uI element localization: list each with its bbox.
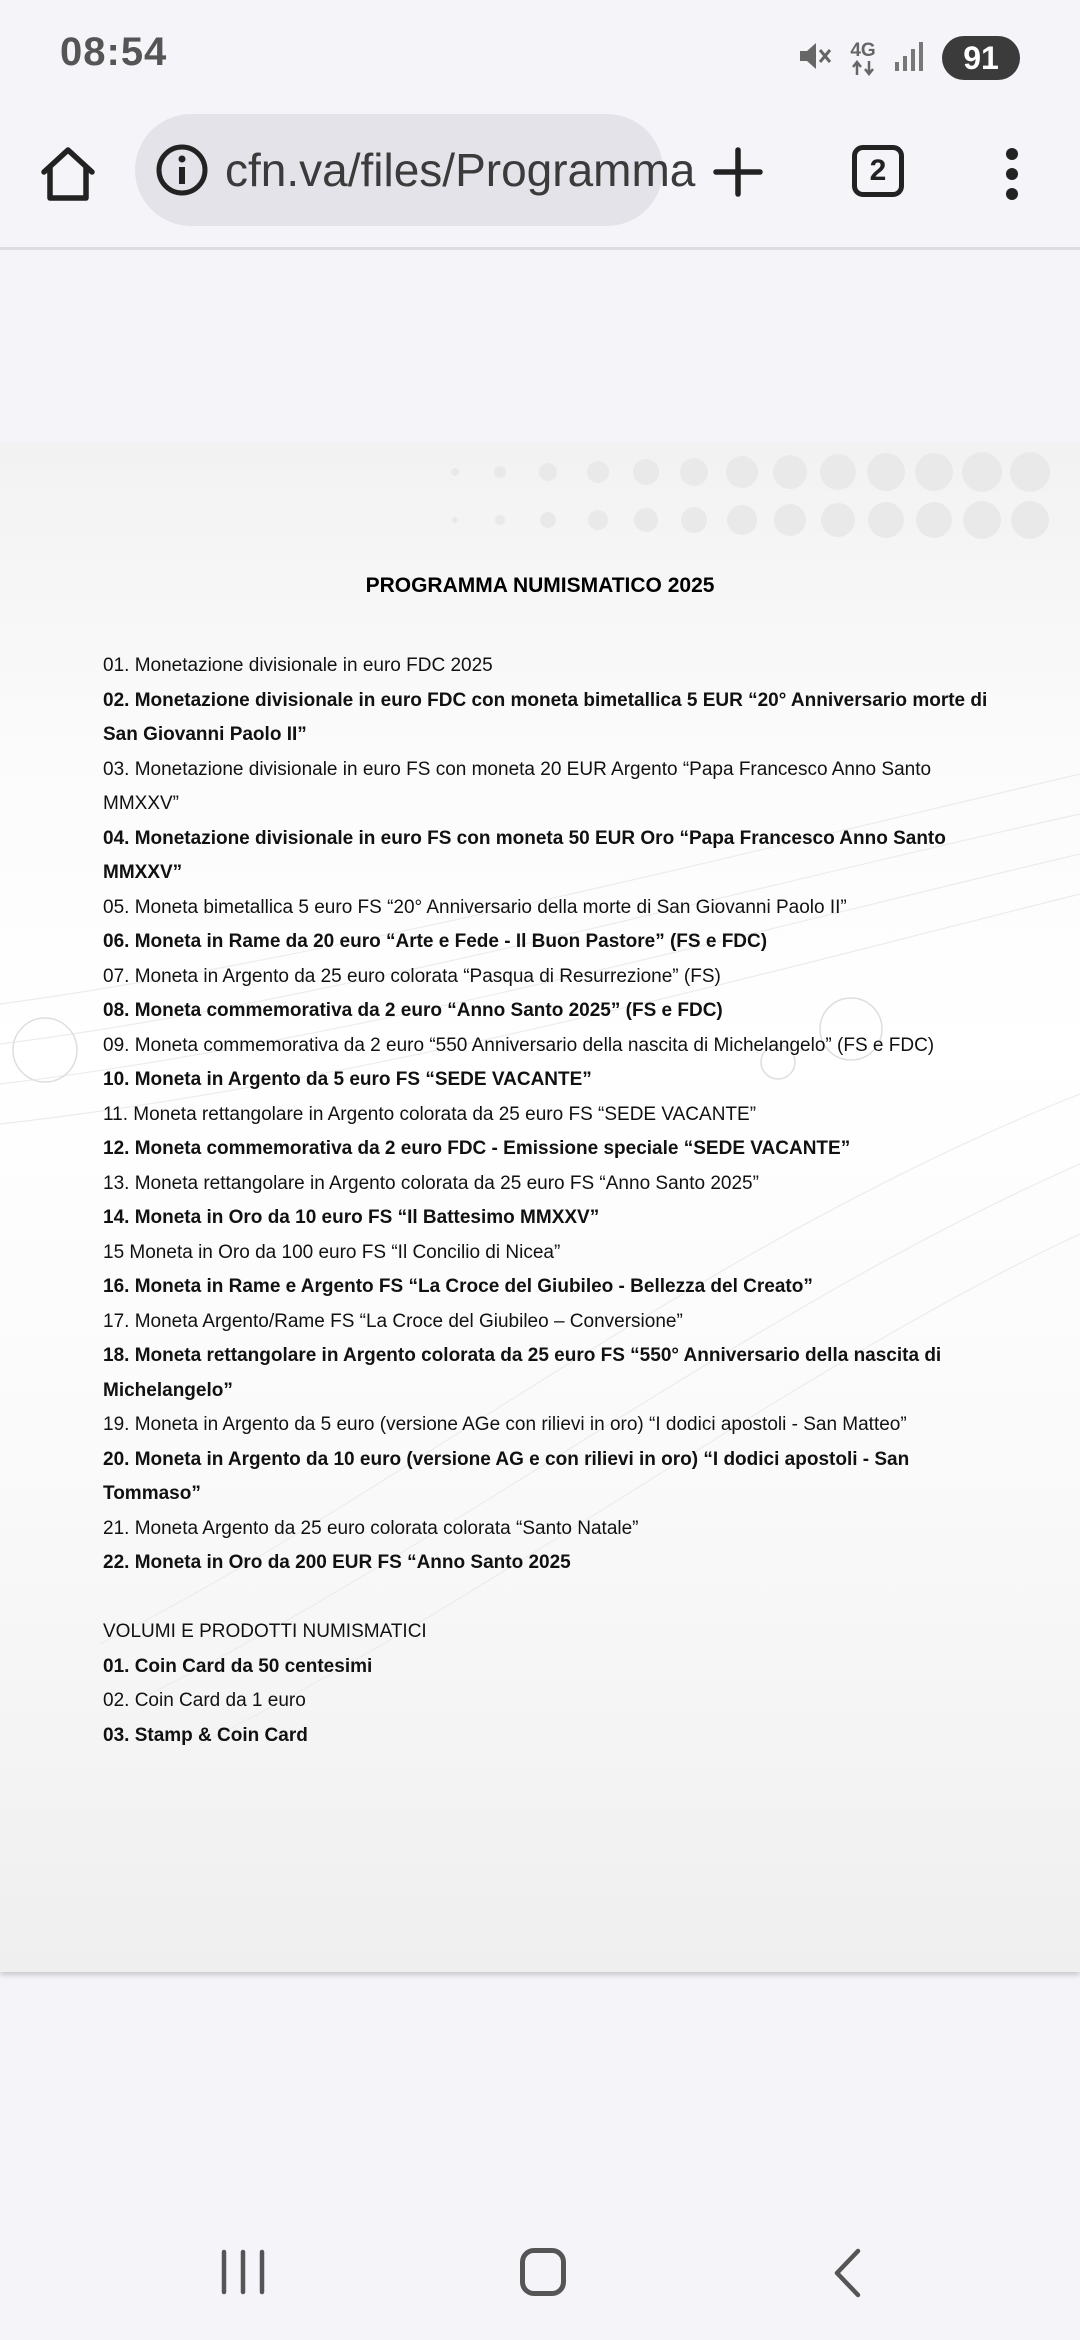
home-button[interactable] xyxy=(36,142,100,206)
tabs-button[interactable] xyxy=(852,145,904,197)
program-item: 04. Monetazione divisionale in euro FS con moneta 50 EUR Oro “Papa Francesco Anno Santo MMXXV” xyxy=(103,827,946,883)
home-nav-icon[interactable] xyxy=(520,2248,566,2296)
coin-program-list xyxy=(103,649,993,1753)
navigation-bar xyxy=(0,2220,1080,2340)
new-tab-button[interactable] xyxy=(710,144,766,200)
program-item: 09. Moneta commemorativa da 2 euro “550 Anniversario della nascita di Michelangelo” (FS e FDC) xyxy=(103,1034,935,1056)
back-button[interactable] xyxy=(832,2248,862,2298)
program-item: 22. Moneta in Oro da 200 EUR FS “Anno Santo 2025 xyxy=(103,1552,571,1573)
back-icon xyxy=(832,2248,862,2298)
url-text: cfn.va/files/Programma xyxy=(225,144,696,196)
more-menu-button[interactable] xyxy=(1000,146,1024,202)
program-item: 17. Moneta Argento/Rame FS “La Croce del Giubileo – Conversione” xyxy=(103,1310,683,1332)
recents-icon xyxy=(218,2250,268,2294)
product-item: 02. Coin Card da 1 euro xyxy=(103,1690,306,1711)
more-vert-icon xyxy=(1000,146,1024,202)
status-time: 08:54 xyxy=(60,30,168,74)
mute-icon xyxy=(796,38,832,79)
battery-icon xyxy=(942,36,1020,80)
program-item: 14. Moneta in Oro da 10 euro FS “Il Battesimo MMXXV” xyxy=(103,1207,600,1228)
url-bar[interactable] xyxy=(135,114,696,226)
program-item: 19. Moneta in Argento da 5 euro (versione AGe con rilievi in oro) “I dodici apostoli - San Matteo” xyxy=(103,1414,907,1435)
program-item: 01. Monetazione divisionale in euro FDC 2025 xyxy=(103,655,493,676)
program-item: 03. Monetazione divisionale in euro FS con moneta 20 EUR Argento “Papa Francesco Anno Santo MMXXV” xyxy=(103,758,932,814)
browser-toolbar xyxy=(0,112,1080,250)
page-blank-area xyxy=(0,252,1080,444)
program-item: 18. Moneta rettangolare in Argento colorata da 25 euro FS “550° Anniversario della nascita di Michelangelo” xyxy=(103,1345,942,1401)
plus-icon xyxy=(710,144,766,200)
program-item: 06. Moneta in Rame da 20 euro “Arte e Fede - Il Buon Pastore” (FS e FDC) xyxy=(103,931,768,952)
tab-count: 2 xyxy=(869,154,887,187)
program-item: 02. Monetazione divisionale in euro FDC con moneta bimetallica 5 EUR “20° Anniversario morte di San Giovanni Paolo II” xyxy=(103,689,988,745)
network-4g-icon xyxy=(850,41,876,76)
product-item: 03. Stamp & Coin Card xyxy=(103,1724,308,1746)
home-icon xyxy=(36,142,100,206)
program-item: 15 Moneta in Oro da 100 euro FS “Il Concilio di Nicea” xyxy=(103,1241,561,1263)
site-info-button[interactable] xyxy=(155,143,209,197)
status-bar xyxy=(0,0,1080,112)
status-icons xyxy=(796,34,1020,82)
section-title: VOLUMI E PRODOTTI NUMISMATICI xyxy=(103,1621,427,1642)
program-item: 08. Moneta commemorativa da 2 euro “Anno Santo 2025” (FS e FDC) xyxy=(103,1000,723,1021)
program-item: 10. Moneta in Argento da 5 euro FS “SEDE VACANTE” xyxy=(103,1069,592,1090)
product-item: 01. Coin Card da 50 centesimi xyxy=(103,1655,373,1677)
program-item: 11. Moneta rettangolare in Argento colorata da 25 euro FS “SEDE VACANTE” xyxy=(103,1103,757,1125)
battery-level: 91 xyxy=(963,39,999,76)
document-title: PROGRAMMA NUMISMATICO 2025 xyxy=(365,574,715,597)
program-item: 05. Moneta bimetallica 5 euro FS “20° Anniversario della morte di San Giovanni Paolo II” xyxy=(103,896,847,918)
info-icon xyxy=(155,143,209,197)
recents-button[interactable] xyxy=(218,2250,268,2294)
program-item: 13. Moneta rettangolare in Argento colorata da 25 euro FS “Anno Santo 2025” xyxy=(103,1172,759,1194)
program-item: 07. Moneta in Argento da 25 euro colorata “Pasqua di Resurrezione” (FS) xyxy=(103,965,721,987)
program-item: 20. Moneta in Argento da 10 euro (versione AG e con rilievi in oro) “I dodici apostoli - San Tommaso” xyxy=(103,1448,910,1504)
pdf-page[interactable] xyxy=(0,444,1080,1972)
program-item: 12. Moneta commemorativa da 2 euro FDC - Emissione speciale “SEDE VACANTE” xyxy=(103,1138,851,1159)
signal-icon xyxy=(894,40,924,77)
program-item: 21. Moneta Argento da 25 euro colorata colorata “Santo Natale” xyxy=(103,1517,639,1539)
program-item: 16. Moneta in Rame e Argento FS “La Croce del Giubileo - Bellezza del Creato” xyxy=(103,1276,813,1297)
network-label: 4G xyxy=(850,39,876,61)
